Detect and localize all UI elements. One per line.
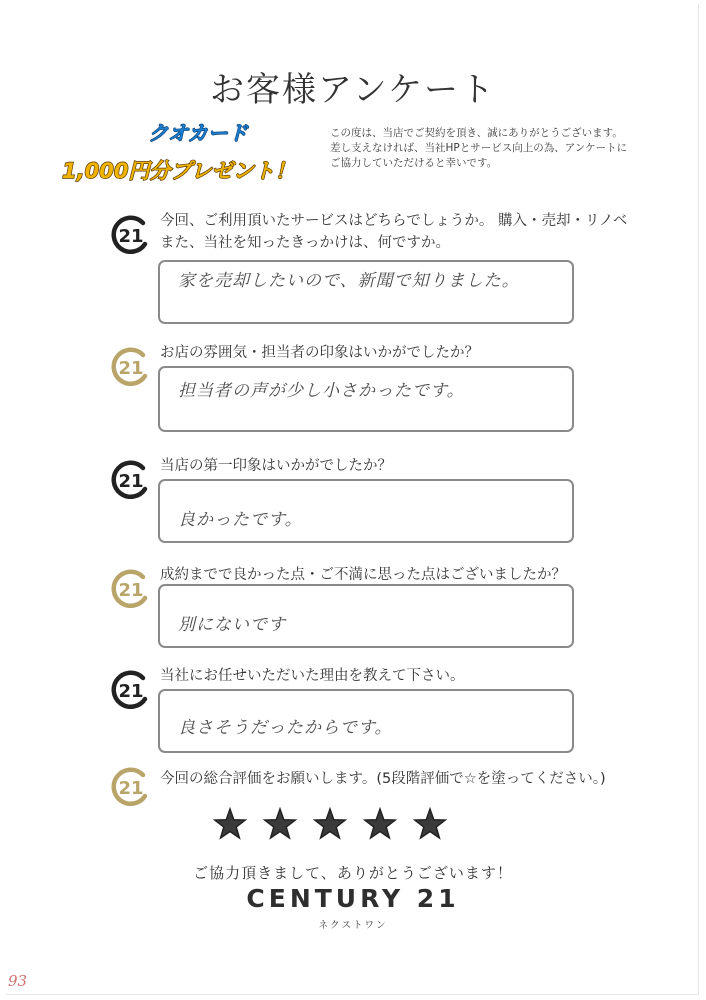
promo-line1: クオカード [148,121,248,145]
quo-card-promo [58,118,330,190]
intro-line-2: 差し支えなければ、当社HPとサービス向上の為、アンケートに [330,142,628,154]
century21-logo-icon [110,459,152,501]
answer-3-text: 良かったです。 [178,510,303,530]
century21-logo-gold-icon [110,346,152,388]
logo-text: 21 [118,681,144,702]
intro-line-3: ご協力していただけると幸いです。 [330,157,498,169]
answer-box-4[interactable] [158,584,574,648]
star-rating[interactable] [210,805,450,845]
logo-text: 21 [118,778,144,799]
answer-box-1[interactable] [158,260,574,324]
rating-star-icon[interactable] [365,809,395,838]
promo-graphic [58,118,330,190]
logo-text: 21 [118,471,144,492]
rating-star-icon[interactable] [415,809,445,838]
century21-logo-gold-icon [110,766,152,808]
handwritten-page-number: 93 [8,972,28,990]
logo-text: 21 [118,226,144,247]
logo-text: 21 [118,580,144,601]
question-6-text [160,768,606,790]
century21-logo-icon [110,214,152,256]
question-5-line-1: 当社にお任せいただいた理由を教えて下さい。 [160,668,465,684]
answer-box-2[interactable] [158,366,574,432]
answer-4-text: 別にないです [178,615,286,635]
answer-5-text: 良さそうだったからです。 [178,718,393,738]
brand-subtitle: ネクストワン [318,920,388,931]
question-4-text [160,564,566,586]
question-3-text [160,455,392,477]
rating-star-icon[interactable] [215,809,245,838]
question-1-line-2: また、当社を知ったきっかけは、何ですか。 [160,235,450,251]
intro-line-1: この度は、当店でご契約を頂き、誠にありがとうございます。 [330,127,623,139]
question-2-line-1: お店の雰囲気・担当者の印象はいかがでしたか？ [160,345,479,361]
answer-1-text: 家を売却したいので、新聞で知りました。 [178,271,520,291]
century21-logo-icon [110,669,152,711]
brand-logo: CENTURY 21 [246,884,460,913]
answer-box-3[interactable] [158,479,574,543]
question-5-text [160,665,465,687]
question-4-line-1: 成約までで良かった点・ご不満に思った点はございましたか？ [160,567,566,583]
question-2-text [160,342,479,364]
logo-text: 21 [118,358,144,379]
question-6-line-1: 今回の総合評価をお願いします。(5段階評価で☆を塗ってください。) [160,771,606,787]
rating-star-icon[interactable] [265,809,295,838]
thanks-message: ご協力頂きまして、ありがとうございます！ [193,864,513,882]
answer-box-5[interactable] [158,689,574,753]
intro-text [330,126,660,171]
rating-star-icon[interactable] [315,809,345,838]
century21-logo-gold-icon [110,568,152,610]
question-1-text [160,210,627,254]
question-1-line-1: 今回、ご利用頂いたサービスはどちらでしょうか。 購入・売却・リノベ [160,213,628,229]
question-3-line-1: 当店の第一印象はいかがでしたか？ [160,458,392,474]
star-rating-graphic [210,805,450,845]
answer-2-text: 担当者の声が少し小さかったです。 [178,381,465,401]
page-title: お客様アンケート [210,70,496,110]
promo-line2: 1,000円分プレゼント！ [62,159,296,183]
